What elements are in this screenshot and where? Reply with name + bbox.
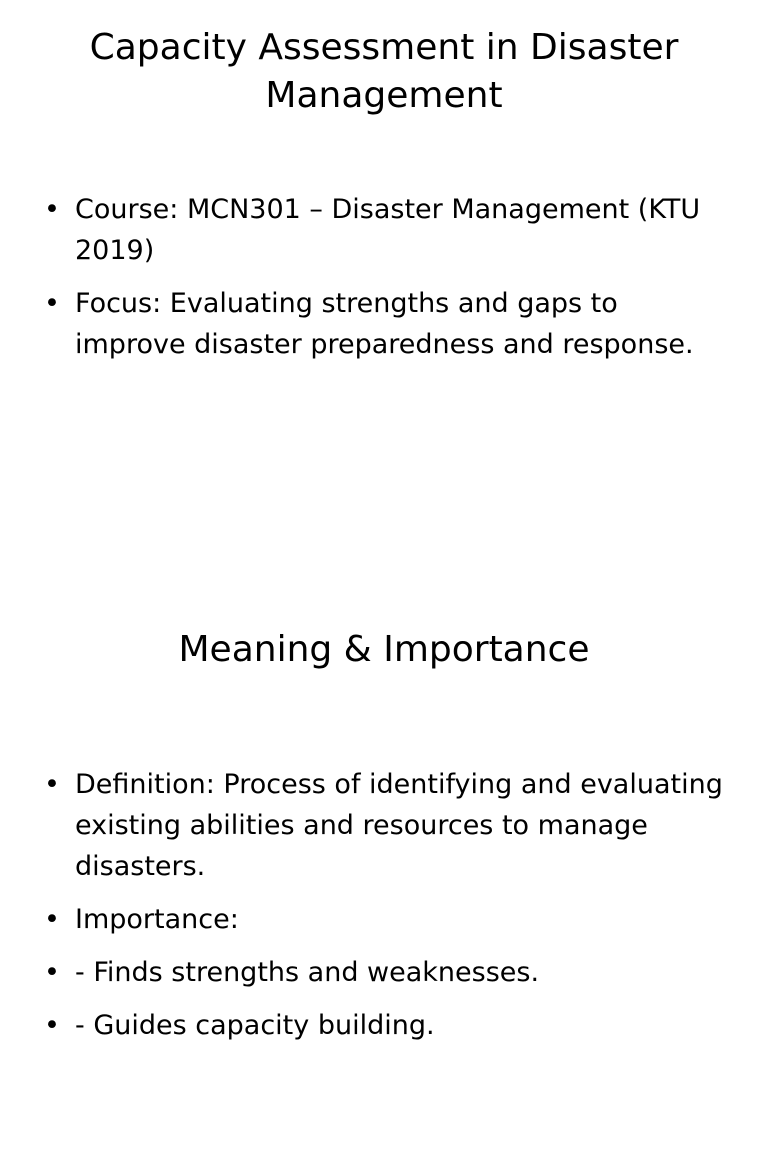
list-item [44,1005,734,1046]
bullet-text: Course: MCN301 – Disaster Management (KTU 2019) [75,194,701,266]
bullet-icon: • [44,957,60,988]
slide-title: Meaning & Importance [178,629,590,670]
bullet-icon: • [44,904,60,935]
list-item [44,899,734,940]
list-item [44,283,734,365]
bullet-icon: • [44,1010,60,1041]
bullet-text: Focus: Evaluating strengths and gaps to improve disaster preparedness and response. [75,288,694,360]
list-item [44,764,734,887]
bullet-icon: • [44,288,60,319]
slide-2 [0,576,768,1152]
slide-title: Capacity Assessment in Disaster Management [89,27,679,116]
list-item [44,952,734,993]
bullet-text: - Guides capacity building. [75,1010,435,1041]
bullet-text: Definition: Process of identifying and evaluating existing abilities and resources to manage disasters. [75,769,723,882]
bullet-icon: • [44,769,60,800]
list-item [44,189,734,271]
bullet-icon: • [44,194,60,225]
bullet-list [44,764,734,1058]
bullet-text: - Finds strengths and weaknesses. [75,957,540,988]
bullet-list [44,189,734,377]
bullet-text: Importance: [75,904,239,935]
